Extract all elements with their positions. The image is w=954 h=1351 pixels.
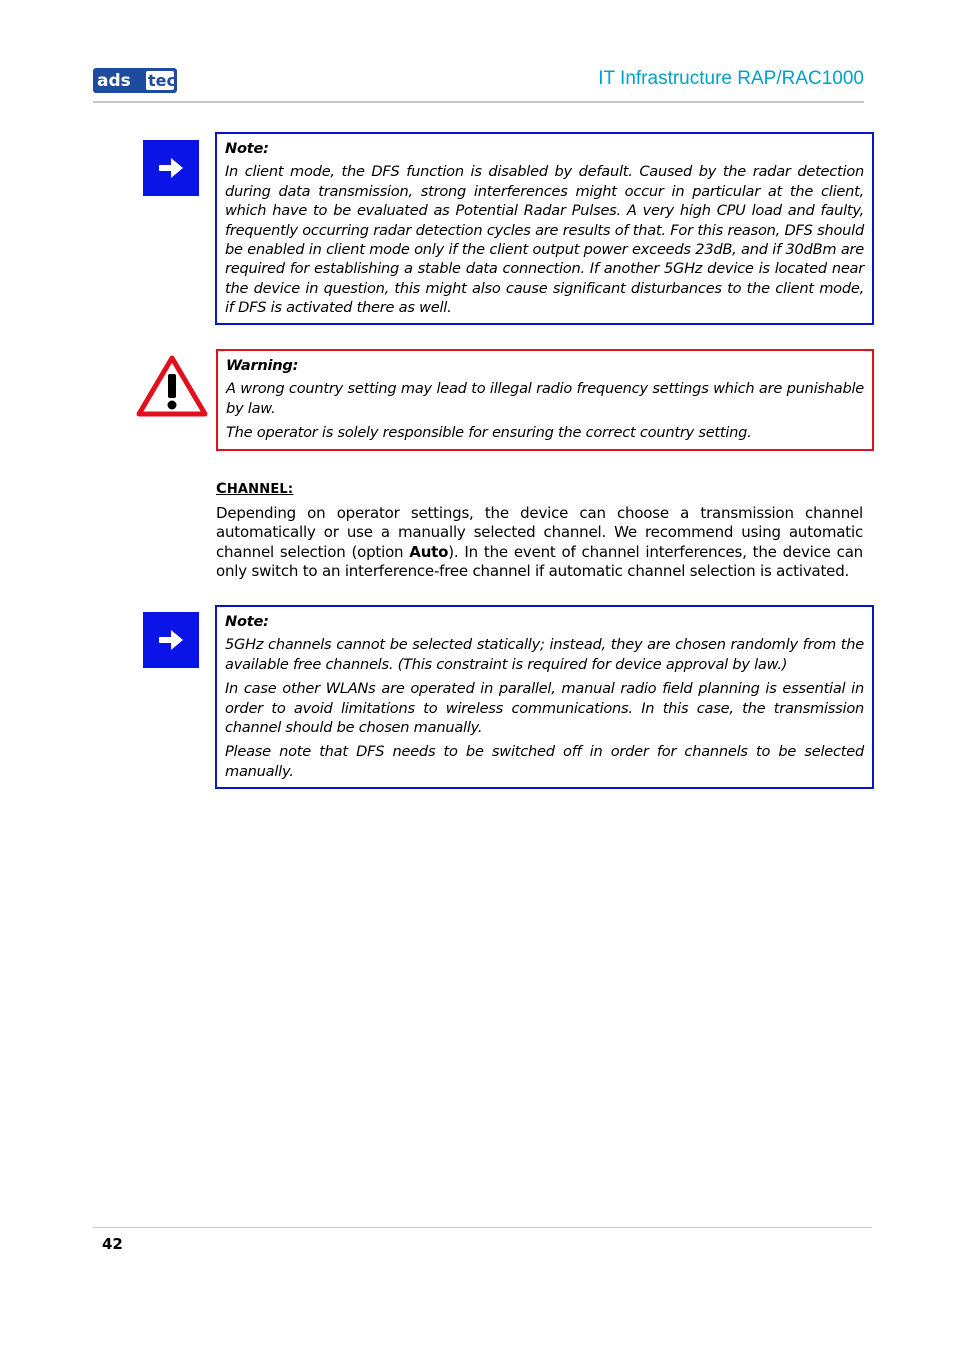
svg-text:tec: tec	[148, 71, 176, 90]
note-box-dfs	[215, 132, 874, 325]
note-text-3: Please note that DFS needs to be switched off in order for channels to be selected manually.	[225, 743, 864, 780]
channel-paragraph: Depending on operator settings, the device can choose a transmission channel automatically or use a manually selected channel. We recommend using automatic channel selection (option Auto). In the event of channel interferences, the device can only switch to an interference-free channel if automatic channel selection is activated.	[216, 504, 863, 581]
warning-box-country	[216, 349, 874, 451]
warning-text-1: A wrong country setting may lead to illegal radio frequency settings which are punishable by law.	[226, 380, 864, 417]
header-divider	[93, 101, 864, 103]
note-text-2: In case other WLANs are operated in parallel, manual radio field planning is essential in order to avoid limitations to wireless communications. In this case, the transmission channel should be chosen manually.	[225, 680, 864, 737]
note-text: In client mode, the DFS function is disabled by default. Caused by the radar detection during data transmission, strong interferences might occur in particular at the client, which have to be evaluated as Potential Radar Pulses. A very high CPU load and faulty, frequently occurring radar detection cycles are results of that. For this reason, DFS should be enabled in client mode only if the client output power exceeds 23dB, and if 30dBm are required for establishing a stable data connection. If another 5GHz device is located near the device in question, this might also cause significant disturbances to the client mode, if DFS is activated there as well.	[225, 163, 864, 317]
warning-text-2: The operator is solely responsible for ensuring the correct country setting.	[226, 424, 752, 442]
note-heading: Note:	[225, 140, 269, 157]
arrow-right-icon	[143, 612, 199, 668]
note-heading: Note:	[225, 613, 269, 630]
note-text-1: 5GHz channels cannot be selected statically; instead, they are chosen randomly from the available free channels. (This constraint is required for device approval by law.)	[225, 636, 864, 673]
document-title: IT Infrastructure RAP/RAC1000	[598, 68, 864, 89]
section-heading-channel: CHANNEL:	[216, 481, 294, 497]
arrow-right-icon	[143, 140, 199, 196]
page-number: 42	[102, 1235, 123, 1253]
note-box-channels	[215, 605, 874, 789]
warning-heading: Warning:	[226, 357, 299, 374]
warning-icon	[136, 355, 208, 417]
adstec-logo	[93, 68, 177, 93]
option-auto: Auto	[409, 542, 449, 561]
svg-text:ads: ads	[97, 71, 131, 91]
footer-divider	[93, 1227, 872, 1228]
